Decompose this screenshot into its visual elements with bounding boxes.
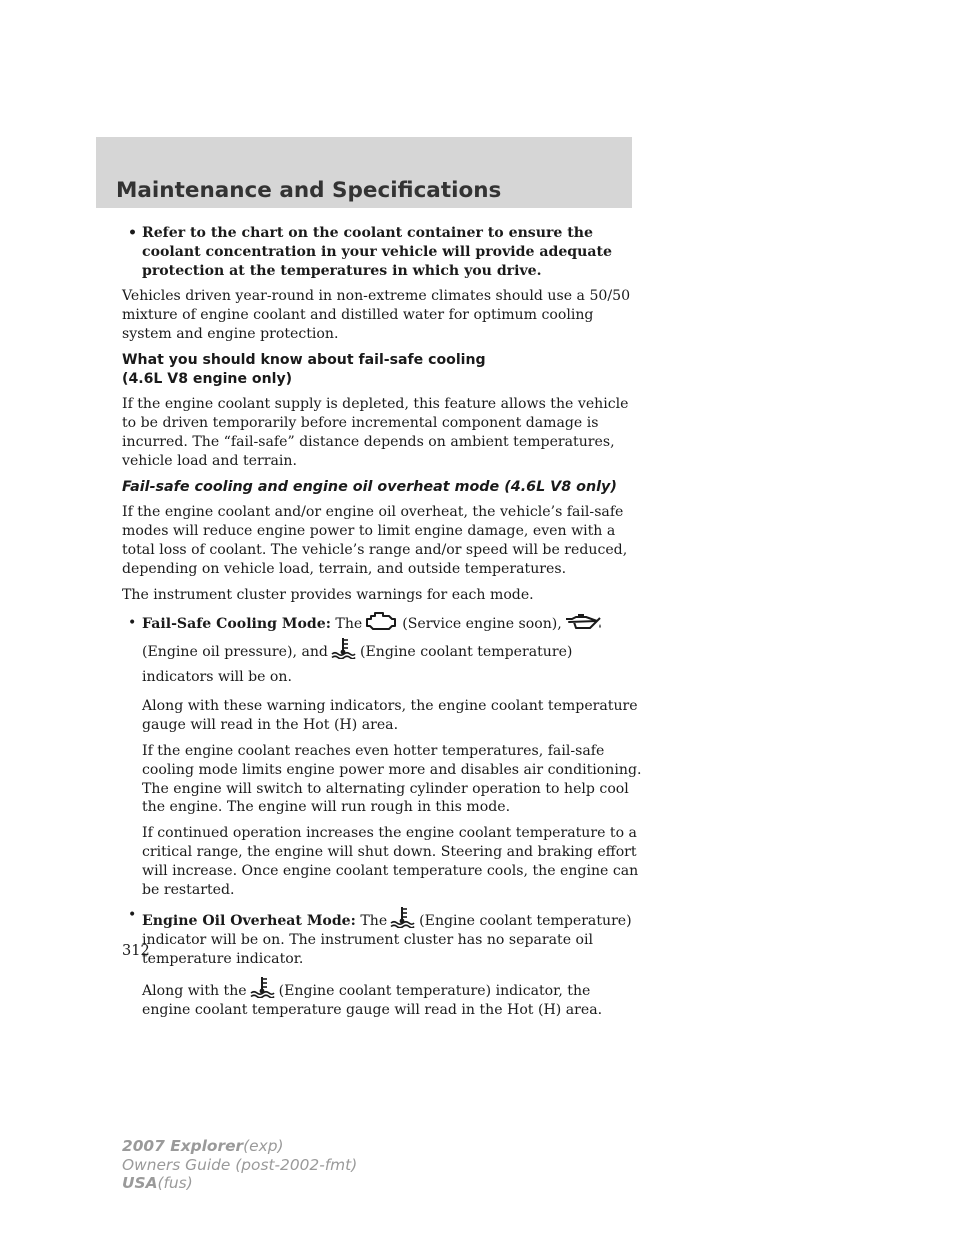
fsc-gauge-paragraph: Along with these warning indicators, the engine coolant temperature gauge will read in the Hot (H) area. <box>142 698 638 734</box>
footer-line-2: Owners Guide (post-2002-fmt) <box>122 1155 358 1174</box>
section-title: Maintenance and Specifications <box>116 178 502 203</box>
fail-safe-cooling-details <box>122 697 642 899</box>
footer-model: 2007 Explorer <box>122 1137 244 1155</box>
footer-line-3 <box>122 1174 357 1193</box>
fail-safe-cooling-heading-line-2: (4.6L V8 engine only) <box>122 370 293 387</box>
fsc-text-1: The <box>335 616 363 633</box>
eoo-gauge-paragraph <box>142 976 642 1020</box>
engine-coolant-temperature-icon <box>330 637 356 659</box>
engine-coolant-temperature-icon <box>249 976 275 998</box>
fsc-text-3: (Engine oil pressure), and <box>142 644 328 661</box>
footer-market: USA <box>122 1174 158 1192</box>
fsc-hotter-paragraph: If the engine coolant reaches even hotter temperatures, fail-safe cooling mode limits engine power more and disables air conditioning. The engine will switch to alternating cylinder operation to help cool the engine. The engine will run rough in this mode. <box>142 742 642 816</box>
coolant-mixture-paragraph: Vehicles driven year-round in non-extreme climates should use a 50/50 mixture of engine coolant and distilled water for optimum cooling system and engine protection. <box>122 288 631 342</box>
engine-oil-overheat-details <box>122 976 642 1020</box>
footer-model-code: (exp) <box>243 1137 284 1155</box>
engine-coolant-temperature-icon <box>389 906 415 928</box>
engine-oil-overheat-mode-label: Engine Oil Overheat Mode: <box>142 913 356 930</box>
fail-safe-cooling-heading-line-1: What you should know about fail-safe cooling <box>122 351 486 368</box>
engine-oil-overheat-mode-bullet <box>122 906 642 968</box>
service-engine-soon-icon <box>364 611 398 631</box>
footer-line-1 <box>122 1137 357 1156</box>
fail-safe-overheat-mode-heading: Fail-safe cooling and engine oil overheat mode (4.6L V8 only) <box>122 478 617 495</box>
eoo-gauge-text-2: (Engine coolant temperature) indicator, the engine coolant temperature gauge will read in the Hot (H) area. <box>142 982 603 1018</box>
fail-safe-cooling-mode-bullet <box>122 611 642 690</box>
eoo-text-2: (Engine coolant temperature) indicator will be on. The instrument cluster has no separate oil temperature indicator. <box>142 913 632 967</box>
fsc-critical-paragraph: If continued operation increases the engine coolant temperature to a critical range, the engine will shut down. Steering and braking effort will increase. Once engine coolant temperature cools, the engine can be restarted. <box>142 825 639 898</box>
fail-safe-cooling-heading <box>122 351 642 389</box>
document-footer <box>122 1137 357 1193</box>
coolant-chart-bullet: • Refer to the chart on the coolant container to ensure the coolant concentration in your vehicle will provide adequate protection at the temperatures in which you drive. <box>122 224 642 280</box>
fsc-text-4: (Engine coolant temperature) indicators will be on. <box>142 644 573 686</box>
eoo-text-1: The <box>360 913 388 930</box>
engine-oil-pressure-icon <box>564 613 604 631</box>
eoo-gauge-text-1: Along with the <box>142 982 247 999</box>
cluster-warnings-paragraph: The instrument cluster provides warnings for each mode. <box>122 586 534 603</box>
overheat-paragraph: If the engine coolant and/or engine oil overheat, the vehicle’s fail-safe modes will reduce engine power to limit engine damage, even with a total loss of coolant. The vehicle’s range and/or speed will be reduced, depending on vehicle load, terrain, and outside temperatures. <box>122 504 628 577</box>
fail-safe-cooling-mode-label: Fail-Safe Cooling Mode: <box>142 616 331 633</box>
fail-safe-description-paragraph: If the engine coolant supply is depleted, this feature allows the vehicle to be driven temporarily before incremental component damage is incurred. The “fail-safe” distance depends on ambient temperatures, vehicle load and terrain. <box>122 396 629 469</box>
page-number: 312 <box>122 943 150 959</box>
footer-market-code: (fus) <box>157 1174 193 1192</box>
fsc-text-2: (Service engine soon), <box>402 616 562 633</box>
page-content <box>122 224 642 1026</box>
